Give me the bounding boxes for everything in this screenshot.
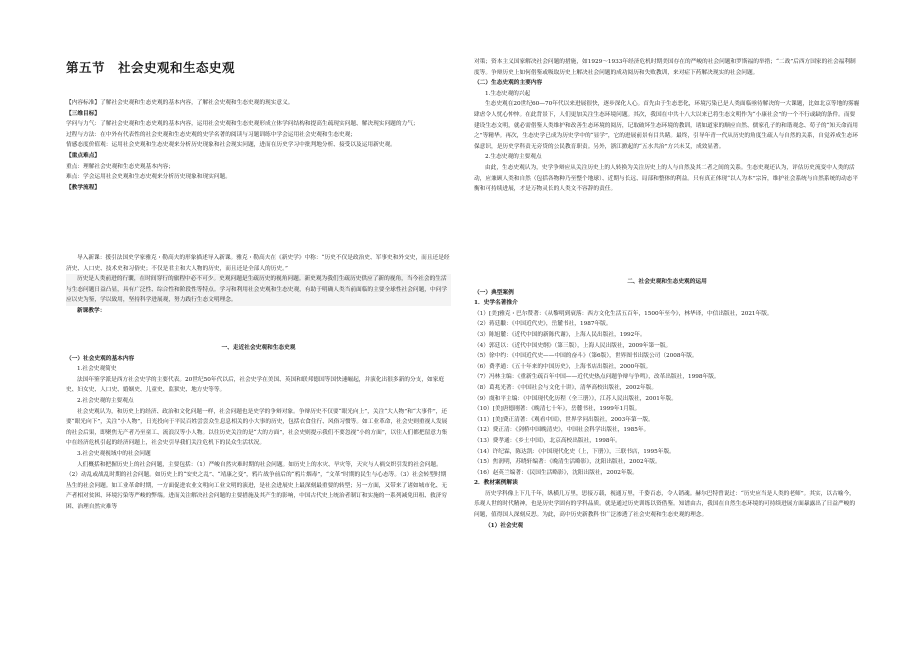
book-item: （7）冯林主编：《重新生疏百年中国——近代史热点问题争辩与争鸣》，改革出版社，1998年版。 xyxy=(474,374,720,381)
body-para: 2.生态史观的主要观点 xyxy=(485,154,542,161)
section-heading-2: 二、社会史观和生态史观的运用 xyxy=(627,279,707,285)
book-item: （6）费孝通：《五十年来的中国历史》，上海书店出版社，2000年版。 xyxy=(474,363,652,370)
subsection-heading-1: （一）社会史观的基本内容 xyxy=(66,355,135,362)
left-intro-block xyxy=(66,253,451,317)
book-item: （9）虞和平主编：《中国现代化历程（全三册）》，江苏人民出版社，2001年版。 xyxy=(474,395,677,402)
subsection-heading-2: （二）生态史观的主要内容 xyxy=(474,80,543,87)
social-history-view-heading: （1）社会史观 xyxy=(485,522,524,529)
book-item: （13）费孝通：《乡土中国》，北京高校出版社，1998年。 xyxy=(474,437,621,444)
body-para: 社会史观认为，和历史上的经济、政治和文化问题一样，社会问题也是史学的争辩对象。争辩历史不仅要“眼光向上”，关注“大人物”和“大事件”，还要“眼光向下”，关注“小人物”，日光投向于平民百姓尝尝众生息息相关的小大事的历史，包括衣食住行、风俗习惯等。如工业革命，社会史则重视人发展的社会后果，即聚焦无产者乃至童工、流浪汉等小人物。以往历史关注的是“大的方面”，社会史则提示我们不要忽视“小的方面”，以往人们都把留意力集中在经济危机引起的经济问题上，社会史引导我们关注危机下的民众生活状况。 xyxy=(66,408,448,447)
book-item: （2）蒋廷黻：《中国近代史》，岳麓书社，1987年版。 xyxy=(474,321,612,328)
goal-knowledge: 学问与力气：了解社会史观和生态史观的基本内容，运用社会史观和生态史观形成立体学问结构和提高生疏现实问题、解决现实问题的力气； xyxy=(66,121,419,128)
goal-values: 情感态度价值观：运用社会史观和生态史观来分析历史现象和社会现实问题，进而在历史学习中批判地分析、接受以及运用新史观。 xyxy=(66,142,396,149)
teaching-process-heading: 【教学流程】 xyxy=(66,184,101,191)
book-recommend-heading: 1．史学名著推介 xyxy=(474,300,518,307)
left-top-block xyxy=(66,98,451,193)
book-item: （5）徐中约：《中国近代史——中国的奋斗》（第6版），世界图书出版公司（2008年版。 xyxy=(474,353,698,360)
goal-process: 过程与方法：在中外有代表性的社会史观和生态史观的史学名著的阅读与习题训练中学会运用社会史观和生态史观； xyxy=(66,131,357,138)
continued-paragraph: 对策；资本主义国家解决社会问题的措施，如1929～1933年经济危机时期美国存在的严峻的社会问题和罗斯福的举措；“二战”后西方国家的社会福利制度等。争辩历史上如何借鉴或吸取历史上解决社会问题的成功阅历和失败教训，来对症下药解决现实的社会问题。 xyxy=(474,59,856,76)
body-para: 历史学科像上下几千年，纵横几万里，思接万载，视通万里，千姿百态，令人销魂。赫尔巴特曾说过：“历史应当是人类的老师”。其实，以古喻今，乐观人世的时代精神，也是历史学固有的学科品质。就是通过历史训练以资借鉴。知谱由古，我国在自然生态环境的可持续进展方面暴露出了日益严峻的问题，值得国人深刻反思。为此，高中历史新教科书广泛渗透了社会史观和生态史观的理念。 xyxy=(474,490,856,519)
book-item: （14）许纪霖，陈达凯：《中国现代化史（上，下册）》，三联书店，1995年版。 xyxy=(474,448,675,455)
book-item: （11）[美]费正清著：《观看中国》，世界学问出版社，2003年第一版。 xyxy=(474,416,654,423)
book-item: （10）[美]唐德刚著：《晚清七十年》，岳麓书社，1999年1月版。 xyxy=(474,406,641,413)
body-para: 人们概括和把握历史上的社会问题，主要包括：（1）严峻自然灾难时期的社会问题。如历史上的水灾、旱灾等，天灾与人祸交织引发的社会问题。（2）动乱或战乱时期的社会问题。如历史上的“安史之乱”、“靖康之变”，鸦片战争前后的“鸦片烟毒”，“文革”时期的民生与心态等。（3）社会转型时期丛生的社会问题。如工业革命时期，一方面促进农业文明向工业文明的演进，是社会进展史上最深刻最重要的转型；另一方面，又带来了诸如城市化、无产者相对贫困、环境污染等严峻的弊端。进而关注解决社会问题的主要措施及其产生的影响，中国古代史上统治者制订和实施的一系列减免田租、救济穷困、治理自然灾难等 xyxy=(66,461,448,510)
key-points-heading: 【重点难点】 xyxy=(66,152,101,159)
book-item: （16）赵英兰编著：《民国生活略影》，沈阳出版社，2002年版。 xyxy=(474,469,638,476)
body-para: 3.社会史观视域中的社会问题 xyxy=(77,450,151,457)
right-top-block xyxy=(474,57,860,195)
book-item: （4）郭廷以：《近代中国史纲》（第三版），上海人民出版社，2009年第一版。 xyxy=(474,342,672,349)
body-para: 1.生态史观的兴起 xyxy=(485,90,531,97)
book-item: （15）焦润明，苏晓轩编著：《晚清生活略影》，沈阳出版社，2002年版。 xyxy=(474,459,661,466)
body-para: 生态史观在20世纪60—70年代以来进展很快，逐步深化人心。首先由于生态恶化，环境污染已是人类面临亟待解决的一大课题，比如北京等地的雾霾肆虐令人忧心忡忡。在此背景下，人们更加关注生态环境问题。其次，我国在中共十八大以来已将生态文明作为“小康社会”的一个不行或缺的条件。而要建设生态文明，就必需借鉴人类维护和改善生态环境的阅历，记取破坏生态环境的教训，诸如道家的顺应自然、儒家孔子的和谐观念、荀子的“知天命而用之”等精华。再次，生态史学已成为历史学中的“显学”，它的进展前景有目共睹。最终，引导年青一代从历史的角度生疏人与自然的关系，自觉养成生态环保意识，是历史学科责无旁贷的公民教育职责。另外，浙江掀起的“五水共治”方兴未艾，成效显著。 xyxy=(474,101,860,150)
section-title: 第五节 社会史观和生态史观 xyxy=(66,60,236,75)
left-section-1 xyxy=(66,343,451,513)
difficult-point: 难点：学会运用社会史观和生态史观来分析历史现象和现实问题。 xyxy=(66,174,231,181)
intro-paragraph: 导入新课：援引法国史学家雅克・勒高夫的形象描述导入新课。雅克・勒高夫在《新史学》中称：“历史不仅是政治史、军事史和外交史，而且还是经济史、人口史、技术史和习俗史；不仅是君主和大人物的历史，而且还是全部人的历史。” xyxy=(66,255,450,272)
content-standard: 【内容标准】了解社会史观和生态史观的基本内容，了解社会史观和生态史观的现实意义。 xyxy=(66,100,294,106)
intro-paragraph-2: 历史是人类前进的行囊，在时间穿行的旅程中必不可少。史观问题是生疏历史的视角问题。新史观为我们生疏历史供应了新的视角，当今社会的生活与生态问题日益凸显，具有广泛性、综合性和阶段性等特点。学习和利用社会史观和生态史观，有助于明确人类当前面临的主要全球性社会问题，中问学应以史为鉴，学以致用，坚持科学进展观，努力践行生态文明理念。 xyxy=(66,274,451,306)
book-item: （1）[美]雅克・巴尔赞著：《从黎明到衰落：西方文化生活五百年，1500年至今》，林华译，中信出版社，2021年版。 xyxy=(474,310,773,317)
typical-cases-heading: （一）典型案例 xyxy=(474,289,514,296)
textbook-case-heading: 2．教材案例解读 xyxy=(474,480,518,487)
body-para: 由此，生态史观认为，史学争辩应从关注历史上的人转换为关注历史上的人与自然及其二者之间的关系。生态史观还认为，评估历史流变中人类的活动，应兼顾人类和自然（包括各物种乃至整个地球）、近期与长远、局部和整体的利益。只有真正体现“以人为本”宗旨，维护社会系统与自然系统的动态平衡和可持续进展，才是万物灵长的人类文不容辞的责任。 xyxy=(474,164,859,193)
body-para: 1.社会史观简史 xyxy=(77,366,117,373)
book-item: （8）葛兆光著：《中国社会与文化十讲》，清华高校出版社，2002年版。 xyxy=(474,384,658,391)
key-point: 重点：理解社会史观和生态史观基本内容； xyxy=(66,163,175,170)
book-item: （3）陈旭麓：《近代中国的新陈代谢》，上海人民出版社，1992年。 xyxy=(474,331,646,338)
section-heading-1: 一、走近社会史观和生态史观 xyxy=(221,345,296,351)
three-goals-heading: 【三维目标】 xyxy=(66,110,101,117)
body-para: 2.社会史观的主要观点 xyxy=(77,397,134,404)
book-item: （12）费正清：《剑桥中国晚清史》，中国社会科学出版社，1985年。 xyxy=(474,427,650,434)
body-para: 法国年鉴学派是西方社会史学的主要代表。20世纪50年代以后，社会史学在美国、英国和联邦德国等国快速崛起，并演化出很多新的分支，如家庭史、妇女史、人口史、婚姻史、儿童史、监狱史、地方史等等。 xyxy=(66,376,445,394)
right-section-2 xyxy=(474,277,860,531)
new-lesson-label: 新课教学： xyxy=(77,307,106,314)
